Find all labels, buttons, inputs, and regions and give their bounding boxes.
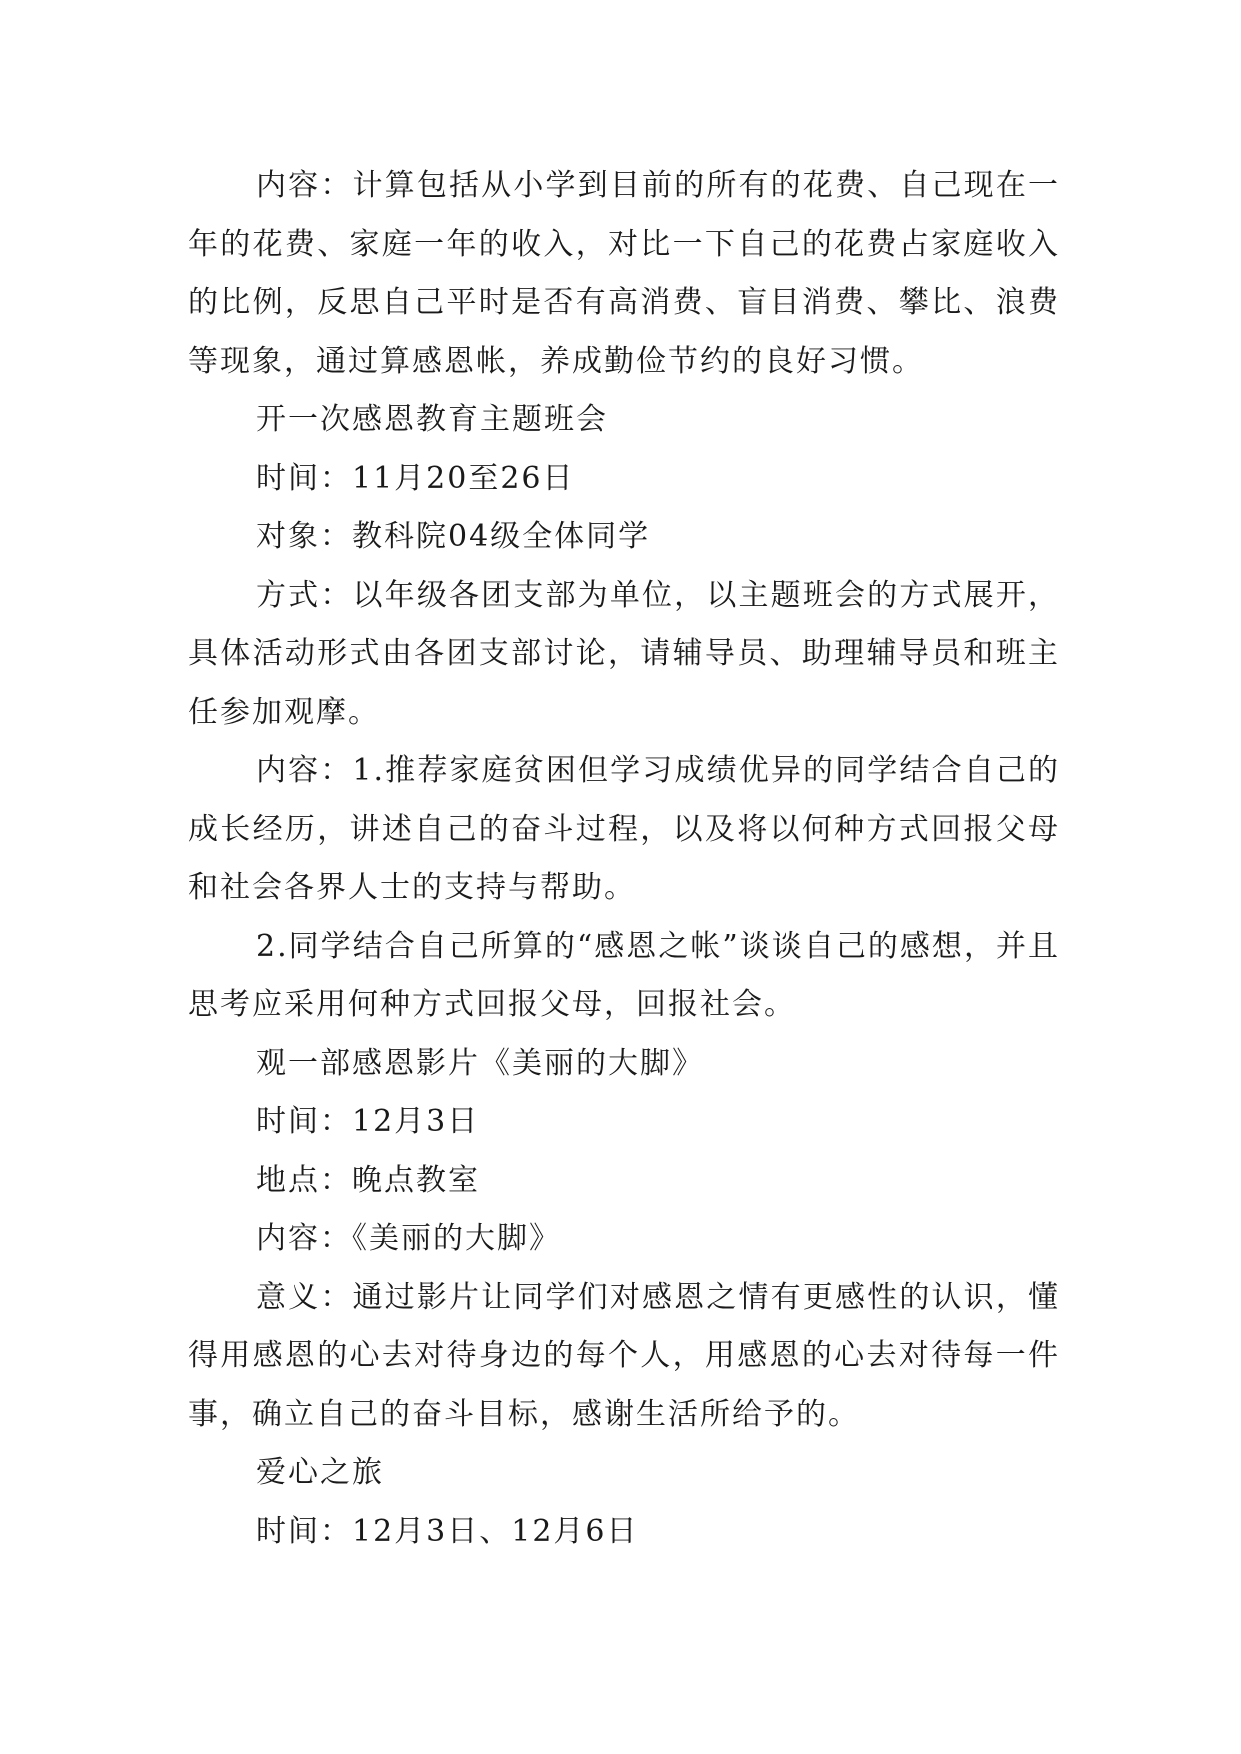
paragraph-meeting-method: 方式：以年级各团支部为单位，以主题班会的方式展开，具体活动形式由各团支部讨论，请辅导员、助理辅导员和班主任参加观摩。	[188, 577, 1060, 730]
paragraph-meeting-time: 时间：11月20至26日	[256, 460, 575, 496]
paragraph-film-time: 时间：12月3日	[256, 1104, 480, 1139]
paragraph-journey-time: 时间：12月3日、12月6日	[256, 1513, 639, 1549]
heading-film: 观一部感恩影片《美丽的大脚》	[256, 1045, 704, 1081]
document-body	[188, 157, 1060, 1561]
paragraph-film-location: 地点：晚点教室	[256, 1162, 480, 1198]
heading-class-meeting: 开一次感恩教育主题班会	[256, 402, 608, 437]
heading-love-journey: 爱心之旅	[256, 1455, 384, 1490]
paragraph-meeting-audience: 对象：教科院04级全体同学	[256, 519, 651, 554]
paragraph-film-content: 内容：《美丽的大脚》	[256, 1221, 561, 1256]
paragraph-expense-content: 内容：计算包括从小学到目前的所有的花费、自己现在一年的花费、家庭一年的收入，对比一下自己的花费占家庭收入的比例，反思自己平时是否有高消费、盲目消费、攀比、浪费等现象，通过算感恩帐，养成勤俭节约的良好习惯。	[188, 168, 1060, 379]
paragraph-meeting-content-1: 内容：1.推荐家庭贫困但学习成绩优异的同学结合自己的成长经历，讲述自己的奋斗过程，以及将以何种方式回报父母和社会各界人士的支持与帮助。	[188, 753, 1060, 905]
paragraph-film-meaning: 意义：通过影片让同学们对感恩之情有更感性的认识，懂得用感恩的心去对待身边的每个人，用感恩的心去对待每一件事，确立自己的奋斗目标，感谢生活所给予的。	[188, 1279, 1060, 1432]
paragraph-meeting-content-2: 2.同学结合自己所算的“感恩之帐”谈谈自己的感想，并且思考应采用何种方式回报父母，回报社会。	[188, 928, 1060, 1022]
